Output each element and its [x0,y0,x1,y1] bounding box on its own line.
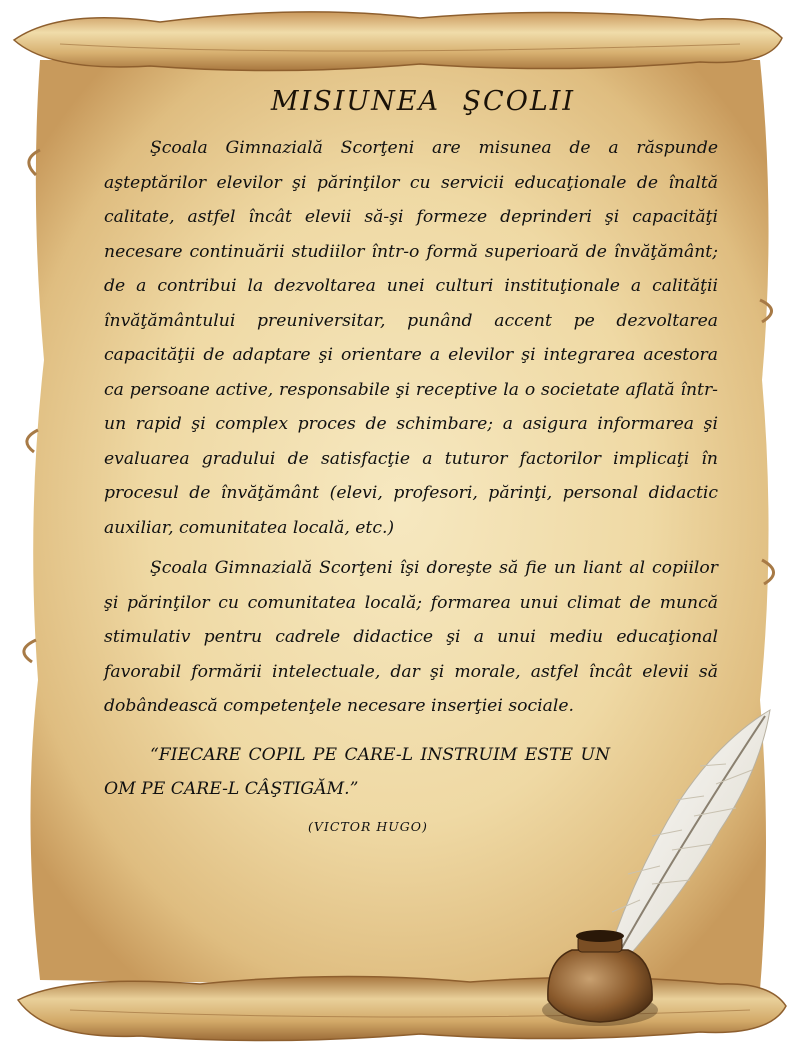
quote: “FIECARE COPIL PE CARE-L INSTRUIM ESTE UN OM PE CARE-L CÂŞTIGĂM.” [104,744,610,799]
mission-paragraph-1: Şcoala Gimnazială Scorţeni are misunea de a răspunde aşteptărilor elevilor şi părinţilor cu servicii educaţionale de înaltă calitate, astfel încât elevii să-şi formeze deprinderi şi capacităţi necesare continuării studiilor într-o formă superioară de învăţământ; de a contribui la dezvoltarea unei culturi instituţionale a calităţii învăţământului preuniversitar, punând accent pe dezvoltarea capacităţii de adaptare şi orientare a elevilor şi integrarea acestora ca persoane active, responsabile şi receptive la o societate aflată într-un rapid şi complex proces de schimbare; a asigura informarea şi evaluarea gradului de satisfacţie a tuturor factorilor implicaţi în procesul de învăţământ (elevi, profesori, părinţi, personal didactic auxiliar, comunitatea locală, etc.) [104,138,718,538]
page-title: MISIUNEA ŞCOLII [270,86,576,117]
mission-paragraph-2: Şcoala Gimnazială Scorţeni îşi doreşte să fie un liant al copiilor şi părinţilor cu comunitatea locală; formarea unui climat de muncă stimulativ pentru cadrele didactice şi a unui mediu educaţional favorabil formării intelectuale, dar şi morale, astfel încât elevii să dobândească competenţele necesare inserţiei sociale. [104,558,718,716]
quote-author: (VICTOR HUGO) [308,818,428,834]
document-body [104,86,718,834]
